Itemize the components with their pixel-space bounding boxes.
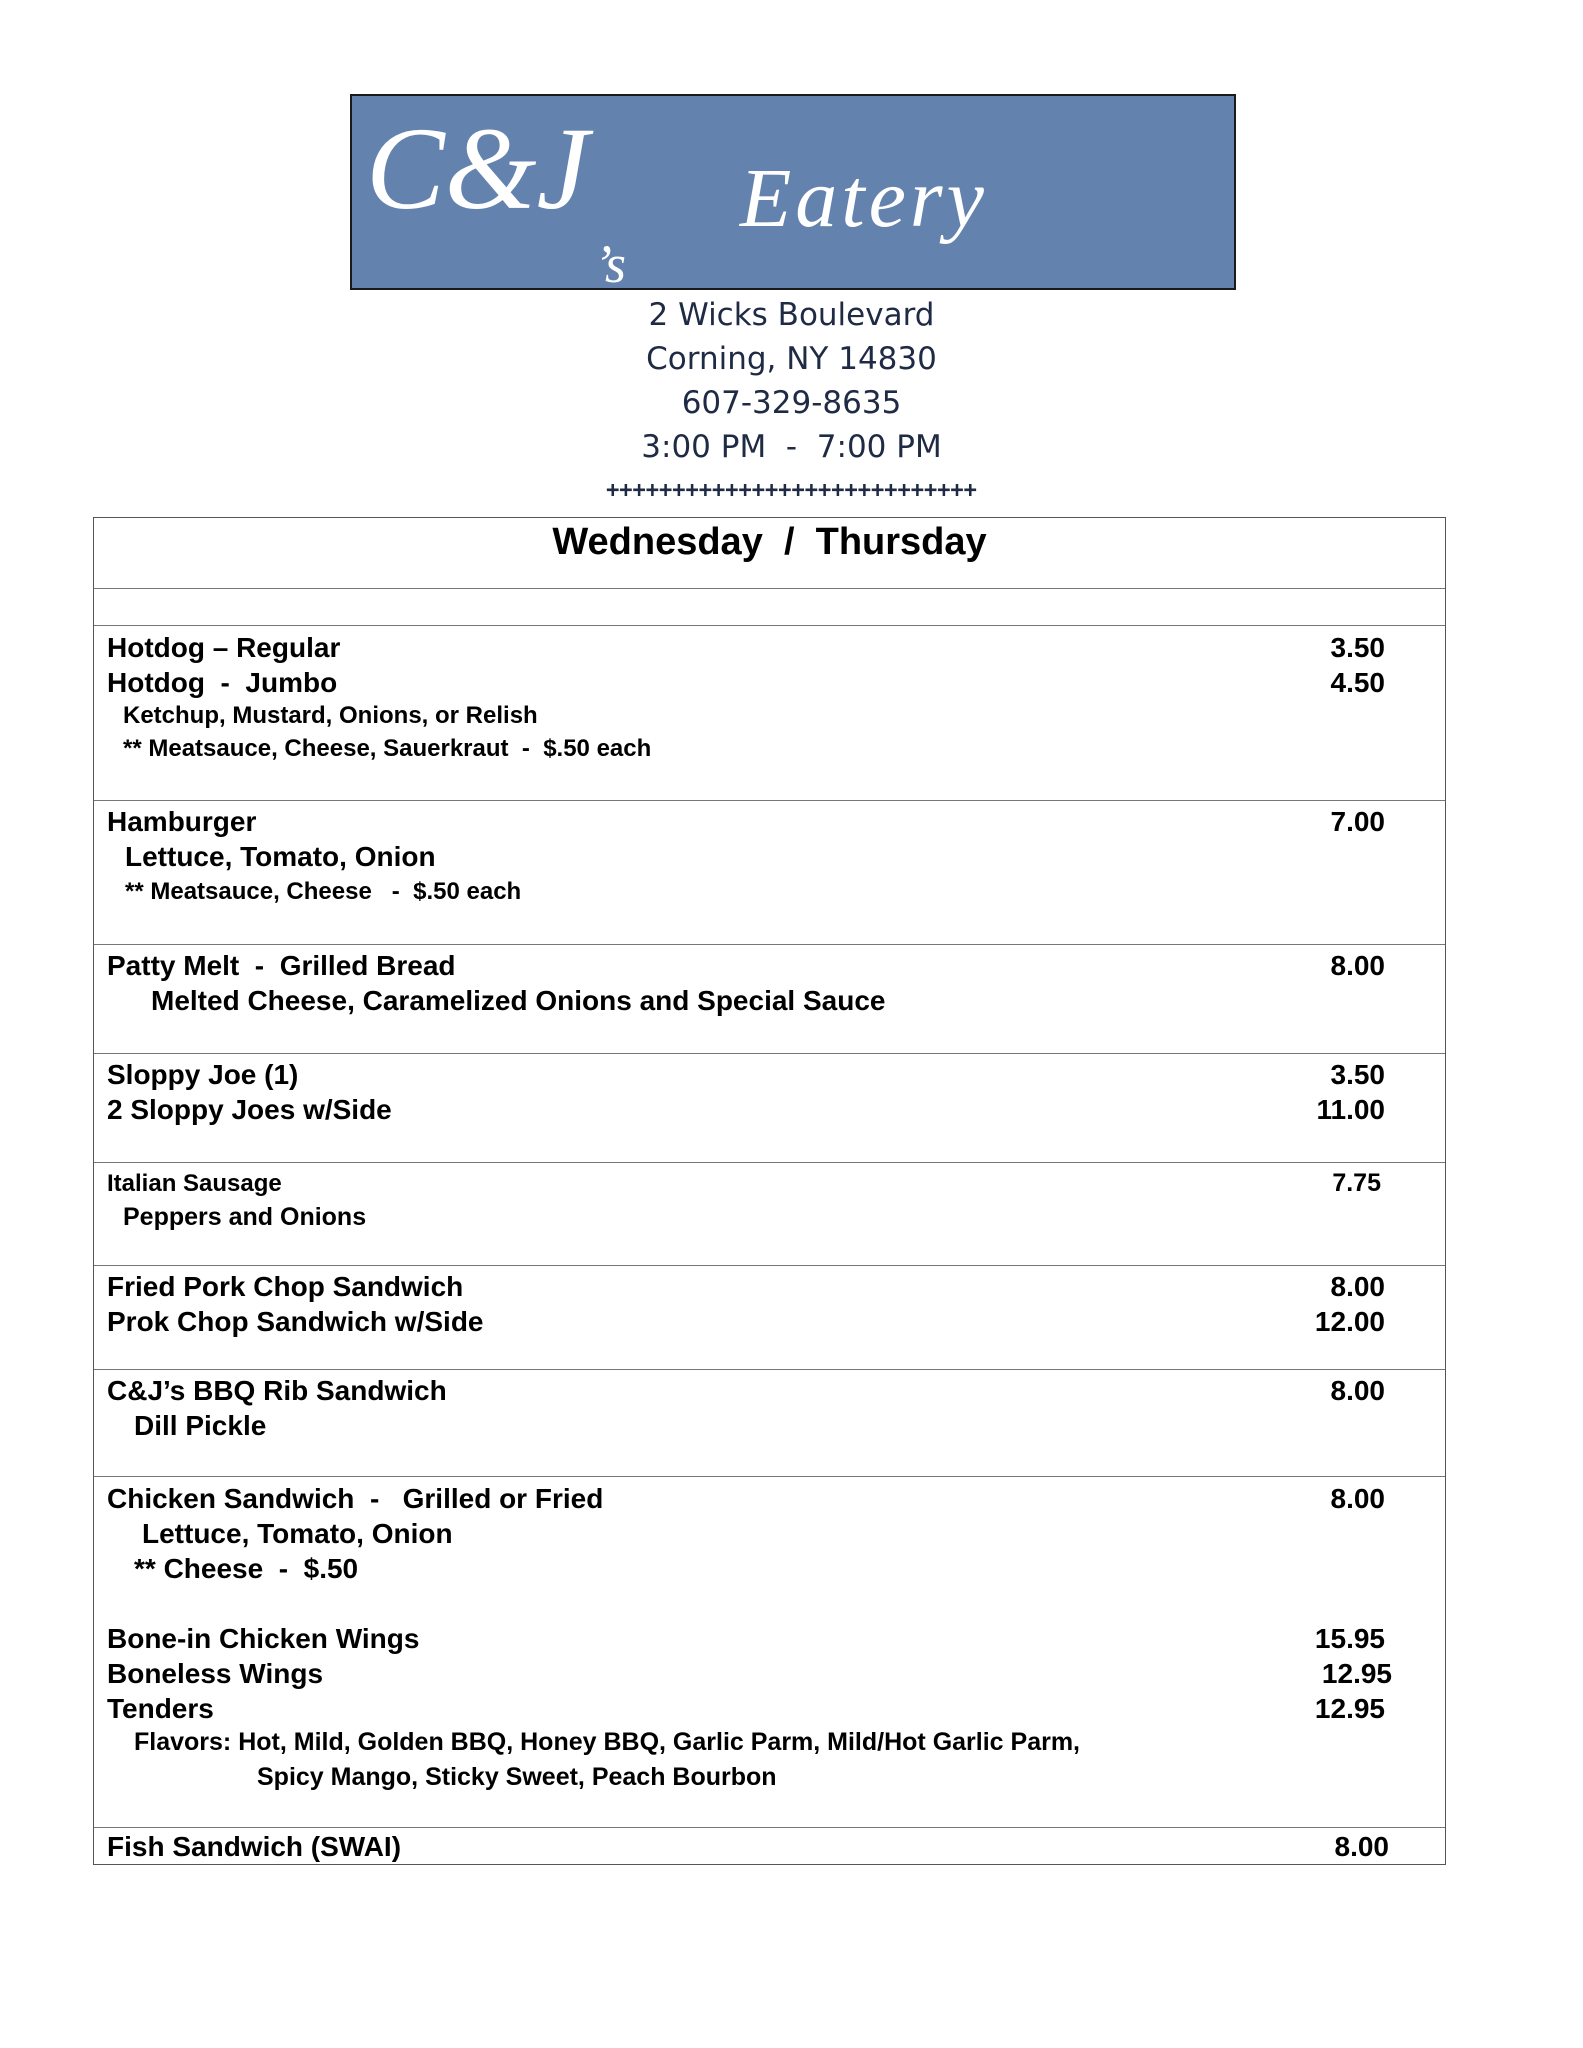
menu-item-hotdog-regular: Hotdog – Regular bbox=[107, 632, 341, 663]
price-bbq-rib-sandwich: 8.00 bbox=[1330, 1375, 1385, 1406]
row-divider bbox=[94, 1162, 1445, 1163]
separator-line: ++++++++++++++++++++++++++++ bbox=[606, 478, 977, 503]
price-fried-pork-chop: 8.00 bbox=[1330, 1271, 1385, 1302]
bbq-rib-description: Dill Pickle bbox=[134, 1410, 267, 1441]
row-divider bbox=[94, 1476, 1445, 1477]
price-chicken-sandwich: 8.00 bbox=[1330, 1483, 1385, 1514]
menu-item-pork-chop-with-side: Prok Chop Sandwich w/Side bbox=[107, 1306, 484, 1337]
menu-item-bbq-rib-sandwich: C&J’s BBQ Rib Sandwich bbox=[107, 1375, 447, 1406]
menu-item-hotdog-jumbo: Hotdog - Jumbo bbox=[107, 667, 338, 698]
row-divider bbox=[94, 1053, 1445, 1054]
price-hamburger: 7.00 bbox=[1330, 806, 1385, 837]
row-divider bbox=[94, 625, 1445, 626]
row-divider bbox=[94, 1265, 1445, 1266]
menu-item-italian-sausage: Italian Sausage bbox=[107, 1170, 282, 1197]
logo-wordmark: Eatery bbox=[740, 152, 988, 245]
menu-item-boneless-wings: Boneless Wings bbox=[107, 1658, 324, 1689]
price-hotdog-regular: 3.50 bbox=[1330, 632, 1385, 663]
menu-table bbox=[93, 517, 1446, 1865]
price-pork-chop-with-side: 12.00 bbox=[1314, 1306, 1385, 1337]
menu-days-heading: Wednesday / Thursday bbox=[552, 521, 987, 563]
menu-item-bone-in-wings: Bone-in Chicken Wings bbox=[107, 1623, 420, 1654]
city-state-zip: Corning, NY 14830 bbox=[646, 341, 937, 377]
menu-item-sloppy-joe: Sloppy Joe (1) bbox=[107, 1059, 299, 1090]
price-patty-melt: 8.00 bbox=[1330, 950, 1385, 981]
price-italian-sausage: 7.75 bbox=[1332, 1169, 1381, 1197]
business-hours: 3:00 PM - 7:00 PM bbox=[641, 429, 942, 465]
phone-number: 607-329-8635 bbox=[681, 385, 902, 421]
row-divider bbox=[94, 588, 1445, 589]
chicken-sandwich-toppings: Lettuce, Tomato, Onion bbox=[142, 1518, 453, 1549]
row-divider bbox=[94, 1369, 1445, 1370]
row-divider bbox=[94, 1827, 1445, 1828]
hotdog-toppings: Ketchup, Mustard, Onions, or Relish bbox=[123, 702, 538, 729]
wing-flavors-continued: Spicy Mango, Sticky Sweet, Peach Bourbon bbox=[257, 1763, 777, 1791]
menu-item-tenders: Tenders bbox=[107, 1693, 214, 1724]
price-boneless-wings: 12.95 bbox=[1321, 1658, 1392, 1689]
menu-item-chicken-sandwich: Chicken Sandwich - Grilled or Fried bbox=[107, 1483, 604, 1514]
row-divider bbox=[94, 944, 1445, 945]
logo-initials: C&J bbox=[366, 103, 589, 234]
hamburger-extra-toppings: ** Meatsauce, Cheese - $.50 each bbox=[125, 878, 522, 905]
price-two-sloppy-joes: 11.00 bbox=[1316, 1094, 1385, 1125]
italian-sausage-description: Peppers and Onions bbox=[123, 1203, 367, 1231]
menu-item-two-sloppy-joes: 2 Sloppy Joes w/Side bbox=[107, 1094, 392, 1125]
price-fish-sandwich: 8.00 bbox=[1334, 1831, 1389, 1862]
price-bone-in-wings: 15.95 bbox=[1314, 1623, 1385, 1654]
menu-item-fried-pork-chop: Fried Pork Chop Sandwich bbox=[107, 1271, 464, 1302]
hotdog-extra-toppings: ** Meatsauce, Cheese, Sauerkraut - $.50 each bbox=[123, 735, 652, 762]
menu-item-fish-sandwich: Fish Sandwich (SWAI) bbox=[107, 1831, 402, 1862]
price-hotdog-jumbo: 4.50 bbox=[1330, 667, 1385, 698]
patty-melt-description: Melted Cheese, Caramelized Onions and Special Sauce bbox=[151, 985, 886, 1016]
menu-item-patty-melt: Patty Melt - Grilled Bread bbox=[107, 950, 456, 981]
menu-item-hamburger: Hamburger bbox=[107, 806, 257, 837]
chicken-sandwich-extra: ** Cheese - $.50 bbox=[134, 1553, 359, 1584]
hamburger-toppings: Lettuce, Tomato, Onion bbox=[125, 841, 436, 872]
wing-flavors: Flavors: Hot, Mild, Golden BBQ, Honey BBQ, Garlic Parm, Mild/Hot Garlic Parm, bbox=[134, 1728, 1080, 1756]
restaurant-logo bbox=[350, 94, 1236, 290]
logo-possessive: ’s bbox=[594, 234, 627, 288]
price-sloppy-joe: 3.50 bbox=[1330, 1059, 1385, 1090]
street-address: 2 Wicks Boulevard bbox=[648, 297, 935, 333]
price-tenders: 12.95 bbox=[1314, 1693, 1385, 1724]
row-divider bbox=[94, 800, 1445, 801]
